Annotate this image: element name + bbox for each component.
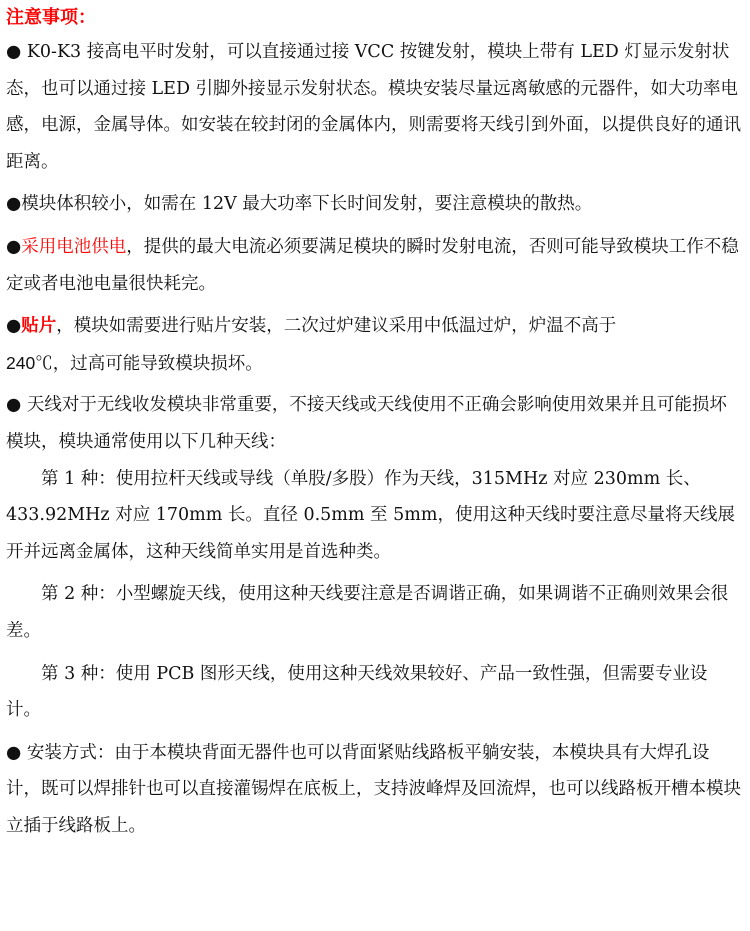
highlight-battery: 采用电池供电 (21, 236, 127, 257)
note-heat-dissipation (6, 186, 742, 223)
highlight-smt: 贴片 (21, 316, 57, 337)
note-text: 安装方式：由于本模块背面无器件也可以背面紧贴线路板平躺安装，本模块具有大焊孔设计，既可以焊排针也可以直接灌锡焊在底板上，支持波峰焊及回流焊，也可以线路板开槽本模块立插于线路板上。 (6, 742, 741, 836)
bullet-icon: ● (6, 194, 22, 215)
bullet-icon: ● (6, 316, 22, 337)
bullet-icon: ● (6, 42, 22, 62)
note-text: ，提供的最大电流必须要满足模块的瞬时发射电流，否则可能导致模块工作不稳定或者电池电量很快耗完。 (6, 236, 739, 294)
note-text: 天线对于无线收发模块非常重要，不接天线或天线使用不正确会影响使用效果并且可能损坏模块，模块通常使用以下几种天线： (6, 395, 727, 452)
bullet-icon: ● (6, 236, 22, 257)
antenna-type-2: 第 2 种：小型螺旋天线，使用这种天线要注意是否调谐正确，如果调谐不正确则效果会很差。 (6, 584, 729, 641)
section-title: 注意事项： (6, 7, 96, 28)
bullet-icon: ● (6, 742, 22, 763)
note-antenna (6, 387, 742, 460)
bullet-icon: ● (6, 395, 22, 416)
note-installation (6, 735, 742, 845)
note-text: 模块体积较小，如需在 12V 最大功率下长时间发射，要注意模块的散热。 (21, 194, 593, 215)
note-text: ，模块如需要进行贴片安装，二次过炉建议采用中低温过炉，炉温不高于 (56, 316, 617, 337)
note-battery-power (6, 229, 742, 302)
note-smt-temperature: 240℃，过高可能导致模块损坏。 (6, 352, 263, 373)
note-text: K0-K3 接高电平时发射，可以直接通过接 VCC 按键发射，模块上带有 LED 灯显示发射状态，也可以通过接 LED 引脚外接显示发射状态。模块安装尽量远离敏感的元器件，如大功率电感，电源，金属导体。如安装在较封闭的金属体内，则需要将天线引到外面，以提供良好的通讯距离。 (6, 42, 741, 172)
antenna-type-1: 第 1 种：使用拉杆天线或导线（单股/多股）作为天线，315MHz 对应 230mm 长、433.92MHz 对应 170mm 长。直径 0.5mm 至 5mm，使用这种天线时要注意尽量将天线展开并远离金属体，这种天线简单实用是首选种类。 (6, 468, 735, 562)
note-smt-mounting (6, 308, 742, 345)
note-k0k3-transmit (6, 34, 742, 180)
antenna-type-3: 第 3 种：使用 PCB 图形天线，使用这种天线效果较好、产品一致性强，但需要专业设计。 (6, 663, 708, 721)
